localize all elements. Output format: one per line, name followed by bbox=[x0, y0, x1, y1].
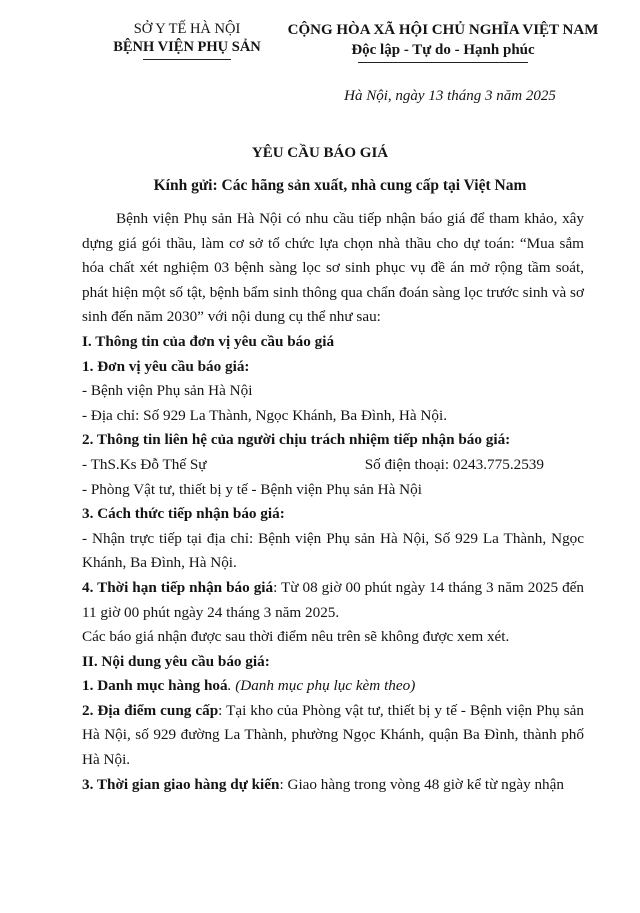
s1-item1-line1: - Bệnh viện Phụ sản Hà Nội bbox=[82, 382, 253, 400]
contact-row bbox=[82, 453, 584, 478]
issuing-organization bbox=[92, 20, 282, 60]
contact-name: - ThS.Ks Đỗ Thế Sự bbox=[82, 455, 207, 473]
section-2-heading: II. Nội dung yêu cầu báo giá: bbox=[82, 652, 270, 670]
document-title: YÊU CẦU BÁO GIÁ bbox=[251, 145, 389, 161]
s2-item2-heading: 2. Địa điểm cung cấp bbox=[82, 701, 219, 719]
contact-phone: Số điện thoại: 0243.775.2539 bbox=[364, 455, 544, 473]
document-date: Hà Nội, ngày 13 tháng 3 năm 2025 bbox=[344, 88, 556, 104]
s1-item1-heading: 1. Đơn vị yêu cầu báo giá: bbox=[82, 357, 250, 375]
s2-item2-text: : Tại kho của Phòng vật tư, thiết bị y tế - Bệnh viện Phụ sản Hà Nội, số 929 đường La Thành, phường Ngọc Khánh, quận Ba Đình, thành phố Hà Nội. bbox=[82, 701, 584, 769]
intro-paragraph: Bệnh viện Phụ sản Hà Nội có nhu cầu tiếp nhận báo giá để tham khảo, xây dựng giá gói thầu, làm cơ sở tổ chức lựa chọn nhà thầu cho dự toán: “Mua sắm hóa chất xét nghiệm 03 bệnh sàng lọc sơ sinh phục vụ đề án mở rộng tầm soát, phát hiện một số tật, bệnh bẩm sinh thông qua chẩn đoán sàng lọc trước sinh và sơ sinh đến năm 2030” với nội dung cụ thể như sau: bbox=[82, 210, 584, 326]
contact-department: - Phòng Vật tư, thiết bị y tế - Bệnh viện Phụ sản Hà Nội bbox=[82, 480, 422, 498]
s1-item3-heading: 3. Cách thức tiếp nhận báo giá: bbox=[82, 505, 285, 523]
org-parent: SỞ Y TẾ HÀ NỘI bbox=[133, 21, 241, 37]
national-motto bbox=[268, 20, 618, 63]
s2-item3-text: : Giao hàng trong vòng 48 giờ kể từ ngày nhận bbox=[279, 775, 564, 793]
section-1-heading: I. Thông tin của đơn vị yêu cầu báo giá bbox=[82, 332, 335, 350]
s1-item1-line2: - Địa chỉ: Số 929 La Thành, Ngọc Khánh, Ba Đình, Hà Nội. bbox=[82, 406, 447, 424]
org-underline bbox=[143, 59, 231, 60]
s1-item4 bbox=[82, 576, 584, 625]
s2-item1-text: . (Danh mục phụ lục kèm theo) bbox=[227, 677, 416, 695]
s2-item1 bbox=[82, 674, 584, 699]
s1-item4-note: Các báo giá nhận được sau thời điểm nêu trên sẽ không được xem xét. bbox=[82, 628, 510, 646]
s1-item3-text: - Nhận trực tiếp tại địa chỉ: Bệnh viện Phụ sản Hà Nội, Số 929 La Thành, Ngọc Khánh, Ba Đình, Hà Nội. bbox=[82, 529, 584, 572]
document-body bbox=[82, 207, 584, 797]
s2-item2 bbox=[82, 699, 584, 773]
s1-item2-heading: 2. Thông tin liên hệ của người chịu trách nhiệm tiếp nhận báo giá: bbox=[82, 431, 511, 449]
s2-item1-heading: 1. Danh mục hàng hoá bbox=[82, 677, 228, 695]
s1-item4-heading: 4. Thời hạn tiếp nhận báo giá bbox=[82, 578, 274, 596]
s2-item3 bbox=[82, 773, 584, 798]
s2-item3-heading: 3. Thời gian giao hàng dự kiến bbox=[82, 775, 280, 793]
recipient-line: Kính gửi: Các hãng sản xuất, nhà cung cấp tại Việt Nam bbox=[153, 177, 527, 194]
motto: Độc lập - Tự do - Hạnh phúc bbox=[351, 42, 535, 58]
motto-underline bbox=[358, 62, 528, 63]
nation-name: CỘNG HÒA XÃ HỘI CHỦ NGHĨA VIỆT NAM bbox=[287, 22, 599, 38]
s1-item4-text: : Từ 08 giờ 00 phút ngày 14 tháng 3 năm 2025 đến 11 giờ 00 phút ngày 24 tháng 3 năm 2025. bbox=[82, 578, 584, 621]
org-name: BỆNH VIỆN PHỤ SẢN bbox=[113, 39, 261, 55]
